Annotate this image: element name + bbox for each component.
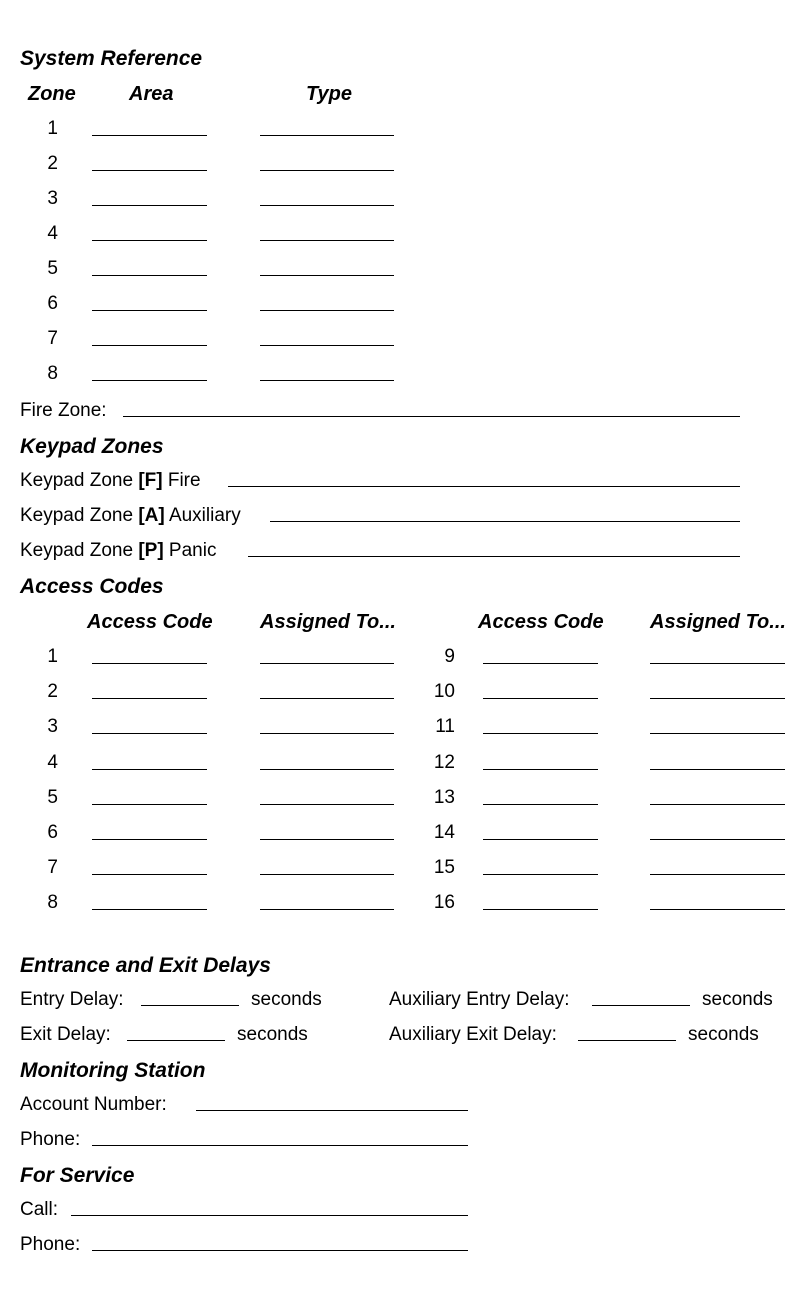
keypad-zone-name: Panic	[168, 540, 217, 561]
access-codes-heading: Access Codes	[20, 575, 164, 598]
aux-entry-delay-label: Auxiliary Entry Delay:	[389, 989, 570, 1010]
zone-type-field[interactable]	[260, 310, 394, 311]
service-phone-field[interactable]	[92, 1250, 468, 1251]
zone-type-field[interactable]	[260, 345, 394, 346]
access-code-field[interactable]	[92, 874, 207, 875]
access-code-number: 15	[433, 857, 455, 879]
access-code-number: 5	[47, 786, 58, 808]
access-code-field[interactable]	[483, 909, 598, 910]
access-code-field[interactable]	[92, 769, 207, 770]
access-code-number: 16	[433, 892, 455, 914]
access-code-number: 12	[433, 751, 455, 773]
zone-number: 6	[47, 293, 58, 314]
account-number-label: Account Number:	[20, 1094, 167, 1115]
aux-entry-delay-unit: seconds	[702, 989, 773, 1010]
keypad-zone-name: Auxiliary	[168, 505, 241, 526]
keypad-zone-key: [F]	[138, 470, 163, 491]
keypad-zone-name: Fire	[167, 470, 201, 491]
service-call-label: Call:	[20, 1199, 59, 1220]
area-column-header: Area	[129, 83, 174, 105]
zone-number: 4	[47, 223, 58, 244]
assigned-to-field[interactable]	[650, 663, 785, 664]
system-reference-heading: System Reference	[20, 47, 203, 70]
monitoring-phone-label: Phone:	[20, 1129, 81, 1150]
assigned-to-field[interactable]	[260, 769, 394, 770]
assigned-to-column-header-right: Assigned To...	[650, 611, 786, 633]
exit-delay-label: Exit Delay:	[20, 1024, 111, 1045]
fire-zone-label: Fire Zone:	[20, 400, 107, 421]
entry-delay-unit: seconds	[251, 989, 322, 1010]
zone-number: 3	[47, 188, 58, 209]
access-code-field[interactable]	[483, 804, 598, 805]
assigned-to-field[interactable]	[260, 804, 394, 805]
assigned-to-field[interactable]	[650, 733, 785, 734]
entry-delay-label: Entry Delay:	[20, 989, 124, 1010]
keypad-zone-prefix: Keypad Zone	[20, 505, 134, 526]
keypad-zone-fire-label	[20, 470, 201, 492]
access-code-field[interactable]	[92, 698, 207, 699]
access-code-field[interactable]	[483, 874, 598, 875]
zone-area-field[interactable]	[92, 240, 207, 241]
assigned-to-field[interactable]	[260, 663, 394, 664]
access-code-number: 1	[47, 646, 58, 667]
keypad-zone-auxiliary-field[interactable]	[270, 521, 740, 522]
zone-column-header: Zone	[28, 83, 76, 105]
access-code-number: 2	[47, 681, 58, 703]
zone-area-field[interactable]	[92, 310, 207, 311]
access-code-field[interactable]	[483, 839, 598, 840]
zone-number: 8	[47, 363, 58, 384]
assigned-to-field[interactable]	[650, 909, 785, 910]
service-phone-label: Phone:	[20, 1234, 81, 1255]
access-code-column-header-left: Access Code	[87, 611, 213, 633]
access-code-number: 3	[47, 716, 58, 738]
entry-delay-field[interactable]	[141, 1005, 239, 1006]
assigned-to-field[interactable]	[260, 839, 394, 840]
service-call-field[interactable]	[71, 1215, 468, 1216]
zone-area-field[interactable]	[92, 205, 207, 206]
access-code-field[interactable]	[483, 698, 598, 699]
exit-delay-field[interactable]	[127, 1040, 225, 1041]
access-code-field[interactable]	[92, 804, 207, 805]
zone-type-field[interactable]	[260, 205, 394, 206]
zone-area-field[interactable]	[92, 380, 207, 381]
assigned-to-field[interactable]	[260, 909, 394, 910]
zone-number: 2	[47, 153, 58, 174]
access-code-number: 13	[433, 786, 455, 808]
access-code-number: 8	[47, 892, 58, 914]
assigned-to-field[interactable]	[260, 874, 394, 875]
access-code-field[interactable]	[483, 769, 598, 770]
zone-area-field[interactable]	[92, 345, 207, 346]
access-code-number: 10	[433, 681, 455, 703]
zone-type-field[interactable]	[260, 275, 394, 276]
keypad-zone-panic-field[interactable]	[248, 556, 740, 557]
assigned-to-field[interactable]	[650, 839, 785, 840]
keypad-zone-prefix: Keypad Zone	[20, 470, 134, 491]
aux-exit-delay-unit: seconds	[688, 1024, 759, 1045]
keypad-zone-auxiliary-label	[20, 505, 241, 527]
aux-exit-delay-field[interactable]	[578, 1040, 676, 1041]
access-code-number: 4	[47, 751, 58, 773]
monitoring-phone-field[interactable]	[92, 1145, 468, 1146]
zone-area-field[interactable]	[92, 275, 207, 276]
exit-delay-unit: seconds	[237, 1024, 308, 1045]
monitoring-station-heading: Monitoring Station	[20, 1059, 206, 1082]
zone-type-field[interactable]	[260, 135, 394, 136]
keypad-zone-key: [P]	[138, 540, 164, 561]
assigned-to-field[interactable]	[260, 733, 394, 734]
access-code-field[interactable]	[483, 663, 598, 664]
keypad-zone-fire-field[interactable]	[228, 486, 740, 487]
access-code-field[interactable]	[483, 733, 598, 734]
zone-area-field[interactable]	[92, 170, 207, 171]
keypad-zone-prefix: Keypad Zone	[20, 540, 134, 561]
access-code-number: 9	[444, 646, 455, 667]
zone-number: 7	[47, 328, 58, 349]
assigned-to-column-header-left: Assigned To...	[260, 611, 396, 633]
zone-type-field[interactable]	[260, 240, 394, 241]
access-code-number: 14	[433, 822, 455, 843]
assigned-to-field[interactable]	[650, 804, 785, 805]
assigned-to-field[interactable]	[650, 698, 785, 699]
keypad-zone-panic-label	[20, 540, 216, 562]
for-service-heading: For Service	[20, 1164, 135, 1187]
access-code-column-header-right: Access Code	[478, 611, 604, 633]
account-number-field[interactable]	[196, 1110, 468, 1111]
access-code-number: 11	[435, 716, 455, 738]
assigned-to-field[interactable]	[650, 769, 785, 770]
access-code-field[interactable]	[92, 839, 207, 840]
access-code-number: 7	[47, 857, 58, 879]
keypad-zones-heading: Keypad Zones	[20, 435, 164, 458]
zone-number: 5	[47, 258, 58, 279]
assigned-to-field[interactable]	[650, 874, 785, 875]
assigned-to-field[interactable]	[260, 698, 394, 699]
access-code-number: 6	[47, 822, 58, 843]
zone-type-field[interactable]	[260, 170, 394, 171]
zone-type-field[interactable]	[260, 380, 394, 381]
access-code-field[interactable]	[92, 663, 207, 664]
access-code-field[interactable]	[92, 909, 207, 910]
zone-number: 1	[47, 118, 58, 139]
fire-zone-field[interactable]	[123, 416, 740, 417]
aux-entry-delay-field[interactable]	[592, 1005, 690, 1006]
delays-heading: Entrance and Exit Delays	[20, 954, 271, 977]
aux-exit-delay-label: Auxiliary Exit Delay:	[389, 1024, 557, 1045]
keypad-zone-key: [A]	[138, 505, 165, 526]
access-code-field[interactable]	[92, 733, 207, 734]
type-column-header: Type	[306, 83, 352, 105]
zone-area-field[interactable]	[92, 135, 207, 136]
